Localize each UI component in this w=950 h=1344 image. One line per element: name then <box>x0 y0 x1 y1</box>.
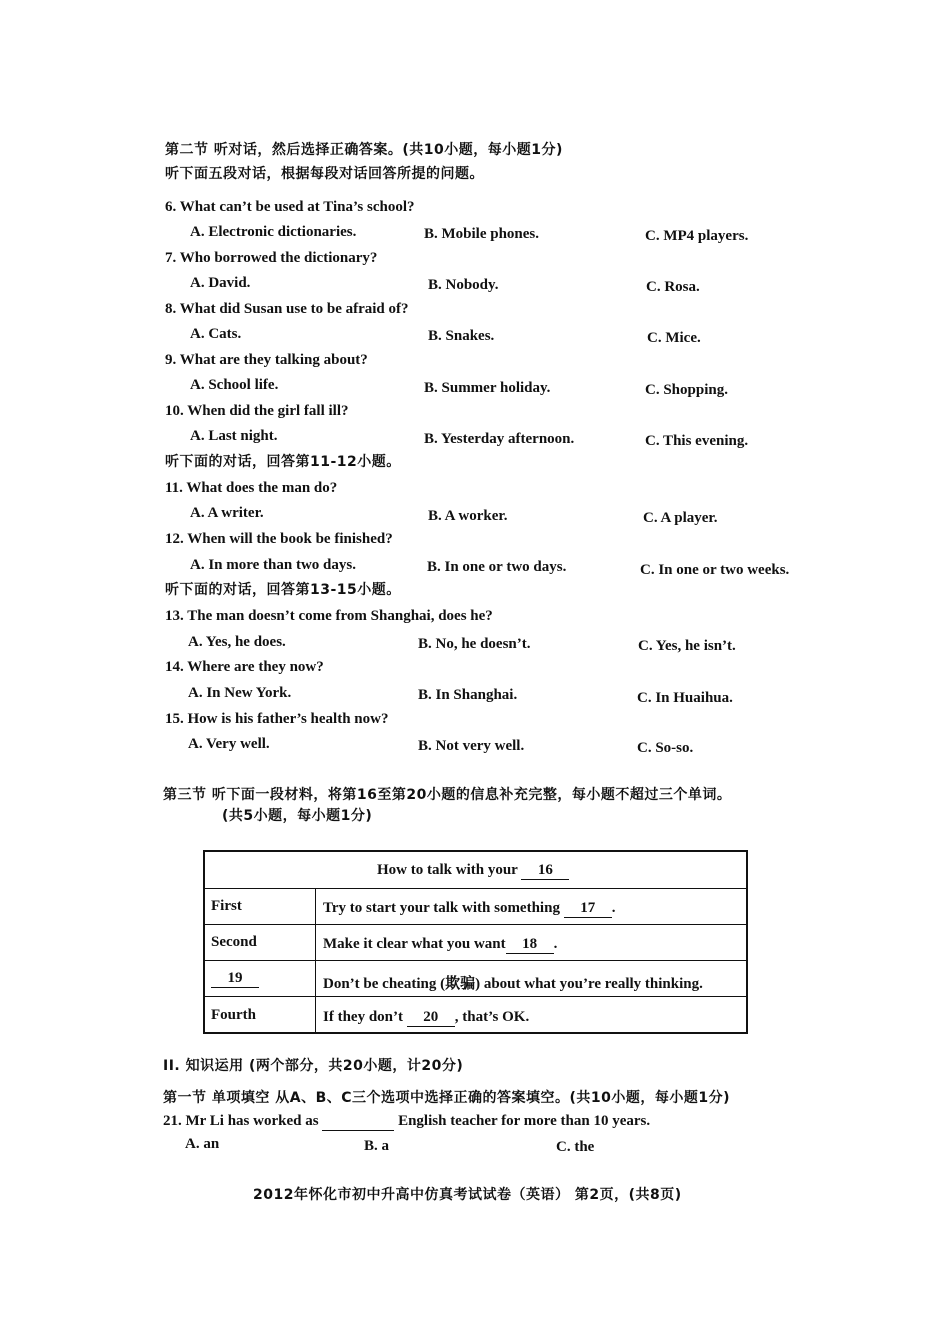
q7-option-a: A. David. <box>190 275 251 291</box>
listening-table <box>203 850 748 1034</box>
table-row-3-text: Don’t be cheating (欺骗) about what you’re really thinking. <box>323 976 703 992</box>
q15-option-b: B. Not very well. <box>418 738 525 754</box>
q15-option-c: C. So-so. <box>637 740 694 756</box>
section3-subline: (共5小题，每小题1分) <box>222 808 373 824</box>
q6-option-a: A. Electronic dictionaries. <box>190 224 357 240</box>
q21-prefix: 21. Mr Li has worked as <box>163 1113 319 1129</box>
q14-option-a: A. In New York. <box>188 685 292 701</box>
blank-20: 20 <box>407 1009 455 1027</box>
instruction-q13-15: 听下面的对话，回答第13-15小题。 <box>165 582 401 598</box>
table-row-2-text <box>323 936 557 954</box>
table-title-text: How to talk with your <box>377 862 518 878</box>
q7-option-b: B. Nobody. <box>428 277 499 293</box>
part2-section1-heading: 第一节 单项填空 从A、B、C三个选项中选择正确的答案填空。(共10小题，每小题1分) <box>163 1090 731 1106</box>
q12-option-c: C. In one or two weeks. <box>640 562 790 578</box>
table-row-1-text <box>323 900 615 918</box>
question-11: 11. What does the man do? <box>165 480 338 496</box>
q6-option-b: B. Mobile phones. <box>424 226 540 242</box>
q13-option-a: A. Yes, he does. <box>188 634 286 650</box>
section2-heading: 第二节 听对话，然后选择正确答案。(共10小题，每小题1分) <box>165 142 563 158</box>
q11-option-a: A. A writer. <box>190 505 264 521</box>
q6-option-c: C. MP4 players. <box>645 228 749 244</box>
question-15: 15. How is his father’s health now? <box>165 711 389 727</box>
q21-option-a: A. an <box>185 1136 220 1152</box>
q8-option-b: B. Snakes. <box>428 328 495 344</box>
question-8: 8. What did Susan use to be afraid of? <box>165 301 409 317</box>
row-2-suffix: . <box>553 936 558 952</box>
instruction-q11-12: 听下面的对话，回答第11-12小题。 <box>165 454 401 470</box>
q12-option-b: B. In one or two days. <box>427 559 567 575</box>
section3-heading: 第三节 听下面一段材料，将第16至第20小题的信息补充完整，每小题不超过三个单词。 <box>163 787 732 803</box>
q21-option-c: C. the <box>556 1139 595 1155</box>
q9-option-a: A. School life. <box>190 377 279 393</box>
q11-option-c: C. A player. <box>643 510 718 526</box>
q8-option-c: C. Mice. <box>647 330 701 346</box>
row-4-prefix: If they don’t <box>323 1009 404 1025</box>
table-divider-1 <box>205 888 746 889</box>
question-7: 7. Who borrowed the dictionary? <box>165 250 378 266</box>
page-footer: 2012年怀化市初中升高中仿真考试试卷（英语） 第2页，(共8页) <box>253 1187 682 1203</box>
question-12: 12. When will the book be finished? <box>165 531 393 547</box>
q13-option-c: C. Yes, he isn’t. <box>638 638 736 654</box>
row-1-prefix: Try to start your talk with something <box>323 900 560 916</box>
q21-suffix: English teacher for more than 10 years. <box>398 1113 651 1129</box>
q11-option-b: B. A worker. <box>428 508 508 524</box>
table-row-4-label: Fourth <box>211 1007 256 1023</box>
q8-option-a: A. Cats. <box>190 326 242 342</box>
q10-option-b: B. Yesterday afternoon. <box>424 431 575 447</box>
question-6: 6. What can’t be used at Tina’s school? <box>165 199 415 215</box>
question-10: 10. When did the girl fall ill? <box>165 403 349 419</box>
blank-17: 17 <box>564 900 612 918</box>
row-4-suffix: , that’s OK. <box>454 1009 530 1025</box>
table-divider-3 <box>205 960 746 961</box>
table-title <box>377 862 569 880</box>
table-row-2-label: Second <box>211 934 257 950</box>
q7-option-c: C. Rosa. <box>646 279 700 295</box>
table-divider-2 <box>205 924 746 925</box>
q21-blank <box>322 1112 394 1131</box>
table-column-divider <box>315 888 316 1032</box>
part2-heading: II. 知识运用 (两个部分，共20小题，计20分) <box>163 1058 464 1074</box>
q9-option-c: C. Shopping. <box>645 382 728 398</box>
table-row-1-label: First <box>211 898 242 914</box>
blank-19: 19 <box>211 970 259 988</box>
q15-option-a: A. Very well. <box>188 736 270 752</box>
question-14: 14. Where are they now? <box>165 659 324 675</box>
question-9: 9. What are they talking about? <box>165 352 368 368</box>
question-13: 13. The man doesn’t come from Shanghai, does he? <box>165 608 493 624</box>
row-2-prefix: Make it clear what you want <box>323 936 506 952</box>
blank-16: 16 <box>521 862 569 880</box>
q13-option-b: B. No, he doesn’t. <box>418 636 531 652</box>
table-row-3-label <box>211 970 259 988</box>
question-21 <box>163 1112 650 1131</box>
q14-option-b: B. In Shanghai. <box>418 687 518 703</box>
q21-option-b: B. a <box>364 1138 390 1154</box>
q12-option-a: A. In more than two days. <box>190 557 356 573</box>
table-row-4-text <box>323 1009 529 1027</box>
q10-option-a: A. Last night. <box>190 428 278 444</box>
row-1-suffix: . <box>611 900 616 916</box>
table-divider-4 <box>205 996 746 997</box>
q14-option-c: C. In Huaihua. <box>637 690 733 706</box>
section2-instruction: 听下面五段对话，根据每段对话回答所提的问题。 <box>165 166 484 182</box>
q10-option-c: C. This evening. <box>645 433 749 449</box>
blank-18: 18 <box>506 936 554 954</box>
q9-option-b: B. Summer holiday. <box>424 380 551 396</box>
